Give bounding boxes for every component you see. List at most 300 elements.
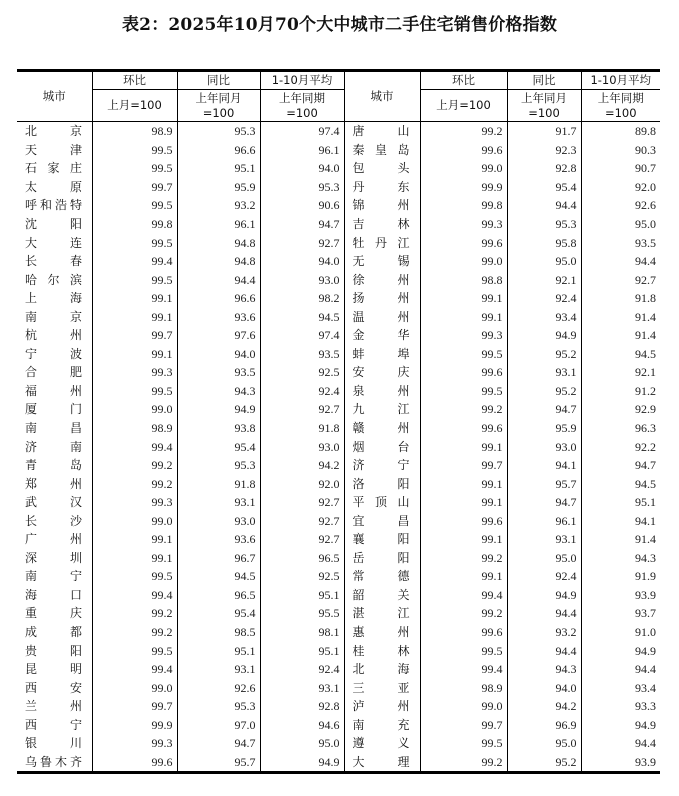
avg-value: 95.0 [260, 734, 344, 753]
yoy-value: 94.2 [507, 697, 581, 716]
table-row [17, 474, 660, 493]
city-name-right: 宜 昌 [344, 511, 420, 530]
yoy-value: 94.5 [177, 567, 260, 586]
header-mom-base-left: 上月=100 [92, 90, 177, 122]
mom-value: 99.1 [420, 567, 507, 586]
city-name-right: 岳 阳 [344, 549, 420, 568]
yoy-value: 94.4 [507, 604, 581, 623]
avg-value: 92.5 [260, 363, 344, 382]
mom-value: 98.8 [420, 270, 507, 289]
city-name-left: 广 州 [25, 532, 82, 547]
avg-value: 97.4 [260, 122, 344, 141]
city-name-right: 常 德 [344, 567, 420, 586]
city-name-right: 赣 州 [344, 419, 420, 438]
city-name-left: 济 南 [25, 439, 82, 454]
city-name-left: 南 昌 [25, 421, 82, 436]
yoy-value: 94.3 [507, 660, 581, 679]
yoy-value: 94.0 [507, 678, 581, 697]
yoy-value: 94.9 [177, 400, 260, 419]
city-name-right: 韶 关 [344, 586, 420, 605]
avg-value: 93.1 [260, 678, 344, 697]
avg-value: 95.1 [260, 586, 344, 605]
header-city-left: 城市 [17, 71, 92, 122]
city-name-right: 吉 林 [344, 215, 420, 234]
table-row [17, 549, 660, 568]
table-row [17, 233, 660, 252]
avg-value: 94.9 [581, 716, 660, 735]
yoy-value: 96.6 [177, 141, 260, 160]
avg-value: 92.2 [581, 437, 660, 456]
yoy-value: 93.2 [177, 196, 260, 215]
city-name-right: 大 理 [344, 753, 420, 773]
mom-value: 99.2 [92, 456, 177, 475]
yoy-value: 94.1 [507, 456, 581, 475]
city-name-left: 南 京 [25, 309, 82, 324]
avg-value: 95.1 [581, 493, 660, 512]
yoy-value: 95.4 [177, 604, 260, 623]
city-name-right: 湛 江 [344, 604, 420, 623]
yoy-value: 94.7 [507, 400, 581, 419]
city-name-left: 西 安 [25, 680, 82, 695]
yoy-value: 95.3 [177, 122, 260, 141]
yoy-value: 96.9 [507, 716, 581, 735]
table-row [17, 252, 660, 271]
yoy-value: 95.0 [507, 252, 581, 271]
city-name-right: 锦 州 [344, 196, 420, 215]
city-name-right: 泉 州 [344, 382, 420, 401]
city-name-right: 南 充 [344, 716, 420, 735]
table-row [17, 437, 660, 456]
avg-value: 94.0 [260, 252, 344, 271]
city-name-right: 牡 丹 江 [344, 233, 420, 252]
mom-value: 99.5 [420, 345, 507, 364]
table-row [17, 122, 660, 141]
mom-value: 99.6 [420, 419, 507, 438]
city-name-left: 呼 和 浩 特 [25, 198, 82, 213]
yoy-value: 95.2 [507, 382, 581, 401]
yoy-value: 92.4 [507, 567, 581, 586]
avg-value: 94.4 [581, 660, 660, 679]
header-avg-left: 1-10月平均 [260, 71, 344, 90]
table-row [17, 753, 660, 773]
avg-value: 94.9 [260, 753, 344, 773]
mom-value: 99.6 [420, 511, 507, 530]
yoy-value: 92.4 [507, 289, 581, 308]
yoy-value: 93.6 [177, 530, 260, 549]
yoy-value: 94.8 [177, 252, 260, 271]
header-city-right: 城市 [344, 71, 420, 122]
yoy-value: 92.1 [507, 270, 581, 289]
yoy-value: 93.8 [177, 419, 260, 438]
mom-value: 99.0 [420, 252, 507, 271]
avg-value: 96.3 [581, 419, 660, 438]
mom-value: 99.6 [420, 141, 507, 160]
avg-value: 94.0 [260, 159, 344, 178]
city-name-left: 银 川 [25, 736, 82, 751]
city-name-left: 太 原 [25, 179, 82, 194]
price-index-table [17, 69, 660, 774]
avg-value: 92.7 [260, 530, 344, 549]
mom-value: 99.1 [420, 474, 507, 493]
city-name-right: 金 华 [344, 326, 420, 345]
table-row [17, 307, 660, 326]
mom-value: 99.1 [420, 289, 507, 308]
header-avg-base-right: 上年同期 =100 [581, 90, 660, 122]
city-name-left: 兰 州 [25, 699, 82, 714]
header-yoy-base-right: 上年同月 =100 [507, 90, 581, 122]
mom-value: 99.3 [420, 215, 507, 234]
city-name-right: 平 顶 山 [344, 493, 420, 512]
city-name-left: 海 口 [25, 587, 82, 602]
mom-value: 98.9 [420, 678, 507, 697]
yoy-value: 97.0 [177, 716, 260, 735]
yoy-value: 94.4 [507, 641, 581, 660]
yoy-value: 95.3 [177, 456, 260, 475]
avg-value: 91.8 [260, 419, 344, 438]
table-row [17, 641, 660, 660]
table-row [17, 270, 660, 289]
city-name-left: 贵 阳 [25, 643, 82, 658]
yoy-value: 93.0 [507, 437, 581, 456]
mom-value: 99.7 [420, 456, 507, 475]
mom-value: 99.6 [92, 753, 177, 773]
city-name-right: 襄 阳 [344, 530, 420, 549]
avg-value: 95.1 [260, 641, 344, 660]
avg-value: 96.1 [260, 141, 344, 160]
city-name-right: 扬 州 [344, 289, 420, 308]
yoy-value: 93.1 [177, 660, 260, 679]
mom-value: 99.1 [420, 307, 507, 326]
mom-value: 99.4 [92, 586, 177, 605]
yoy-value: 94.7 [507, 493, 581, 512]
table-row [17, 586, 660, 605]
table-row [17, 716, 660, 735]
city-name-left: 杭 州 [25, 328, 82, 343]
avg-value: 92.4 [260, 382, 344, 401]
mom-value: 99.4 [92, 437, 177, 456]
mom-value: 99.7 [92, 178, 177, 197]
table-row [17, 623, 660, 642]
yoy-value: 95.3 [507, 215, 581, 234]
avg-value: 92.7 [581, 270, 660, 289]
avg-value: 97.4 [260, 326, 344, 345]
table-row [17, 382, 660, 401]
avg-value: 92.6 [581, 196, 660, 215]
mom-value: 99.0 [92, 678, 177, 697]
yoy-value: 95.3 [177, 697, 260, 716]
mom-value: 99.2 [92, 623, 177, 642]
avg-value: 92.1 [581, 363, 660, 382]
avg-value: 94.5 [260, 307, 344, 326]
avg-value: 94.9 [581, 641, 660, 660]
header-mom-right: 环比 [420, 71, 507, 90]
city-name-right: 无 锡 [344, 252, 420, 271]
yoy-value: 93.5 [177, 363, 260, 382]
avg-value: 93.0 [260, 437, 344, 456]
yoy-value: 95.1 [177, 641, 260, 660]
mom-value: 99.3 [420, 326, 507, 345]
city-name-right: 泸 州 [344, 697, 420, 716]
avg-value: 93.9 [581, 586, 660, 605]
table-row [17, 159, 660, 178]
mom-value: 99.5 [92, 159, 177, 178]
avg-value: 94.7 [260, 215, 344, 234]
city-name-left: 乌 鲁 木 齐 [17, 753, 92, 773]
avg-value: 92.7 [260, 233, 344, 252]
city-name-left: 北 京 [25, 124, 82, 139]
city-name-left: 青 岛 [25, 458, 82, 473]
yoy-value: 93.2 [507, 623, 581, 642]
yoy-value: 95.9 [177, 178, 260, 197]
table-row [17, 511, 660, 530]
mom-value: 99.6 [420, 233, 507, 252]
mom-value: 99.1 [92, 289, 177, 308]
mom-value: 99.2 [92, 604, 177, 623]
yoy-value: 96.1 [177, 215, 260, 234]
avg-value: 92.7 [260, 400, 344, 419]
mom-value: 99.3 [92, 363, 177, 382]
city-name-left: 昆 明 [25, 662, 82, 677]
avg-value: 91.8 [581, 289, 660, 308]
city-name-left: 重 庆 [25, 606, 82, 621]
table-row [17, 567, 660, 586]
city-name-right: 桂 林 [344, 641, 420, 660]
mom-value: 99.1 [420, 437, 507, 456]
mom-value: 99.1 [420, 493, 507, 512]
yoy-value: 95.2 [507, 345, 581, 364]
yoy-value: 96.1 [507, 511, 581, 530]
mom-value: 99.5 [92, 196, 177, 215]
yoy-value: 95.4 [177, 437, 260, 456]
avg-value: 98.2 [260, 289, 344, 308]
mom-value: 99.1 [92, 307, 177, 326]
city-name-right: 徐 州 [344, 270, 420, 289]
mom-value: 99.7 [92, 326, 177, 345]
mom-value: 99.9 [92, 716, 177, 735]
city-name-left: 深 圳 [25, 550, 82, 565]
yoy-value: 92.3 [507, 141, 581, 160]
avg-value: 93.5 [260, 345, 344, 364]
yoy-value: 92.6 [177, 678, 260, 697]
avg-value: 92.9 [581, 400, 660, 419]
city-name-left: 沈 阳 [25, 217, 82, 231]
mom-value: 99.2 [92, 474, 177, 493]
avg-value: 91.4 [581, 326, 660, 345]
avg-value: 93.5 [581, 233, 660, 252]
avg-value: 92.7 [260, 511, 344, 530]
mom-value: 99.8 [420, 196, 507, 215]
mom-value: 99.2 [420, 549, 507, 568]
avg-value: 89.8 [581, 122, 660, 141]
mom-value: 99.7 [92, 697, 177, 716]
avg-value: 93.7 [581, 604, 660, 623]
city-name-left: 西 宁 [25, 717, 82, 732]
mom-value: 98.9 [92, 419, 177, 438]
table-row [17, 141, 660, 160]
table-row [17, 345, 660, 364]
mom-value: 99.2 [420, 400, 507, 419]
mom-value: 99.5 [92, 270, 177, 289]
mom-value: 99.1 [92, 549, 177, 568]
city-name-right: 洛 阳 [344, 474, 420, 493]
yoy-value: 94.4 [177, 270, 260, 289]
mom-value: 99.5 [92, 641, 177, 660]
avg-value: 92.4 [260, 660, 344, 679]
mom-value: 99.5 [92, 567, 177, 586]
city-name-right: 秦 皇 岛 [344, 141, 420, 160]
city-name-left: 合 肥 [25, 365, 82, 380]
mom-value: 99.9 [420, 178, 507, 197]
yoy-value: 95.1 [177, 159, 260, 178]
avg-value: 94.4 [581, 252, 660, 271]
avg-value: 90.7 [581, 159, 660, 178]
city-name-right: 惠 州 [344, 623, 420, 642]
avg-value: 95.5 [260, 604, 344, 623]
yoy-value: 93.6 [177, 307, 260, 326]
city-name-right: 温 州 [344, 307, 420, 326]
yoy-value: 94.0 [177, 345, 260, 364]
mom-value: 99.7 [420, 716, 507, 735]
table-row [17, 697, 660, 716]
mom-value: 99.4 [420, 586, 507, 605]
city-name-right: 烟 台 [344, 437, 420, 456]
yoy-value: 95.0 [507, 549, 581, 568]
avg-value: 95.0 [581, 215, 660, 234]
avg-value: 94.5 [581, 345, 660, 364]
yoy-value: 95.7 [177, 753, 260, 773]
city-name-right: 包 头 [344, 159, 420, 178]
header-mom-base-right: 上月=100 [420, 90, 507, 122]
yoy-value: 95.8 [507, 233, 581, 252]
mom-value: 99.4 [420, 660, 507, 679]
avg-value: 94.6 [260, 716, 344, 735]
table-row [17, 734, 660, 753]
yoy-value: 93.1 [507, 363, 581, 382]
city-name-right: 蚌 埠 [344, 345, 420, 364]
mom-value: 99.8 [92, 215, 177, 234]
mom-value: 99.5 [92, 141, 177, 160]
avg-value: 92.0 [260, 474, 344, 493]
avg-value: 92.5 [260, 567, 344, 586]
avg-value: 94.4 [581, 734, 660, 753]
yoy-value: 91.8 [177, 474, 260, 493]
avg-value: 94.1 [581, 511, 660, 530]
city-name-left: 长 沙 [25, 513, 82, 528]
city-name-left: 石 家 庄 [25, 161, 82, 176]
mom-value: 99.2 [420, 753, 507, 773]
avg-value: 94.7 [581, 456, 660, 475]
avg-value: 90.3 [581, 141, 660, 160]
table-row [17, 215, 660, 234]
yoy-value: 92.8 [507, 159, 581, 178]
header-yoy-right: 同比 [507, 71, 581, 90]
city-name-right: 丹 东 [344, 178, 420, 197]
yoy-value: 94.3 [177, 382, 260, 401]
yoy-value: 97.6 [177, 326, 260, 345]
table-row [17, 178, 660, 197]
avg-value: 92.8 [260, 697, 344, 716]
city-name-right: 三 亚 [344, 678, 420, 697]
yoy-value: 96.5 [177, 586, 260, 605]
mom-value: 99.2 [420, 122, 507, 141]
yoy-value: 94.9 [507, 586, 581, 605]
mom-value: 99.5 [420, 382, 507, 401]
mom-value: 99.0 [420, 159, 507, 178]
city-name-right: 唐 山 [344, 122, 420, 141]
table-row [17, 456, 660, 475]
city-name-left: 哈 尔 滨 [25, 272, 82, 287]
yoy-value: 96.7 [177, 549, 260, 568]
table-row [17, 678, 660, 697]
table-row [17, 530, 660, 549]
yoy-value: 94.9 [507, 326, 581, 345]
mom-value: 99.5 [420, 641, 507, 660]
mom-value: 99.5 [92, 382, 177, 401]
table-title: 表2：2025年10月70个大中城市二手住宅销售价格指数 [121, 15, 558, 35]
city-name-left: 南 宁 [25, 569, 82, 584]
mom-value: 99.1 [420, 530, 507, 549]
avg-value: 98.1 [260, 623, 344, 642]
table-row [17, 493, 660, 512]
city-name-left: 长 春 [25, 254, 82, 269]
header-yoy-base-left: 上年同月 =100 [177, 90, 260, 122]
city-name-left: 上 海 [25, 291, 82, 306]
mom-value: 99.1 [92, 345, 177, 364]
avg-value: 91.9 [581, 567, 660, 586]
city-name-right: 北 海 [344, 660, 420, 679]
yoy-value: 96.6 [177, 289, 260, 308]
avg-value: 90.6 [260, 196, 344, 215]
table-row [17, 604, 660, 623]
table-row [17, 326, 660, 345]
city-name-left: 福 州 [25, 383, 82, 398]
city-name-right: 遵 义 [344, 734, 420, 753]
city-name-left: 成 都 [25, 625, 82, 640]
mom-value: 99.5 [420, 734, 507, 753]
city-name-left: 厦 门 [25, 402, 82, 417]
avg-value: 93.4 [581, 678, 660, 697]
avg-value: 91.0 [581, 623, 660, 642]
avg-value: 92.7 [260, 493, 344, 512]
city-name-left: 郑 州 [25, 476, 82, 491]
avg-value: 94.5 [581, 474, 660, 493]
mom-value: 99.0 [92, 400, 177, 419]
mom-value: 99.6 [420, 363, 507, 382]
city-name-right: 安 庆 [344, 363, 420, 382]
yoy-value: 93.0 [177, 511, 260, 530]
avg-value: 91.2 [581, 382, 660, 401]
yoy-value: 94.4 [507, 196, 581, 215]
table-row [17, 400, 660, 419]
mom-value: 99.3 [92, 734, 177, 753]
table-row [17, 289, 660, 308]
yoy-value: 95.4 [507, 178, 581, 197]
mom-value: 99.4 [92, 660, 177, 679]
mom-value: 99.0 [420, 697, 507, 716]
yoy-value: 91.7 [507, 122, 581, 141]
yoy-value: 95.2 [507, 753, 581, 773]
avg-value: 94.2 [260, 456, 344, 475]
mom-value: 99.6 [420, 623, 507, 642]
avg-value: 94.3 [581, 549, 660, 568]
city-name-left: 天 津 [25, 142, 82, 157]
yoy-value: 94.8 [177, 233, 260, 252]
avg-value: 91.4 [581, 307, 660, 326]
mom-value: 98.9 [92, 122, 177, 141]
yoy-value: 95.7 [507, 474, 581, 493]
city-name-left: 大 连 [25, 235, 82, 250]
table-row [17, 419, 660, 438]
